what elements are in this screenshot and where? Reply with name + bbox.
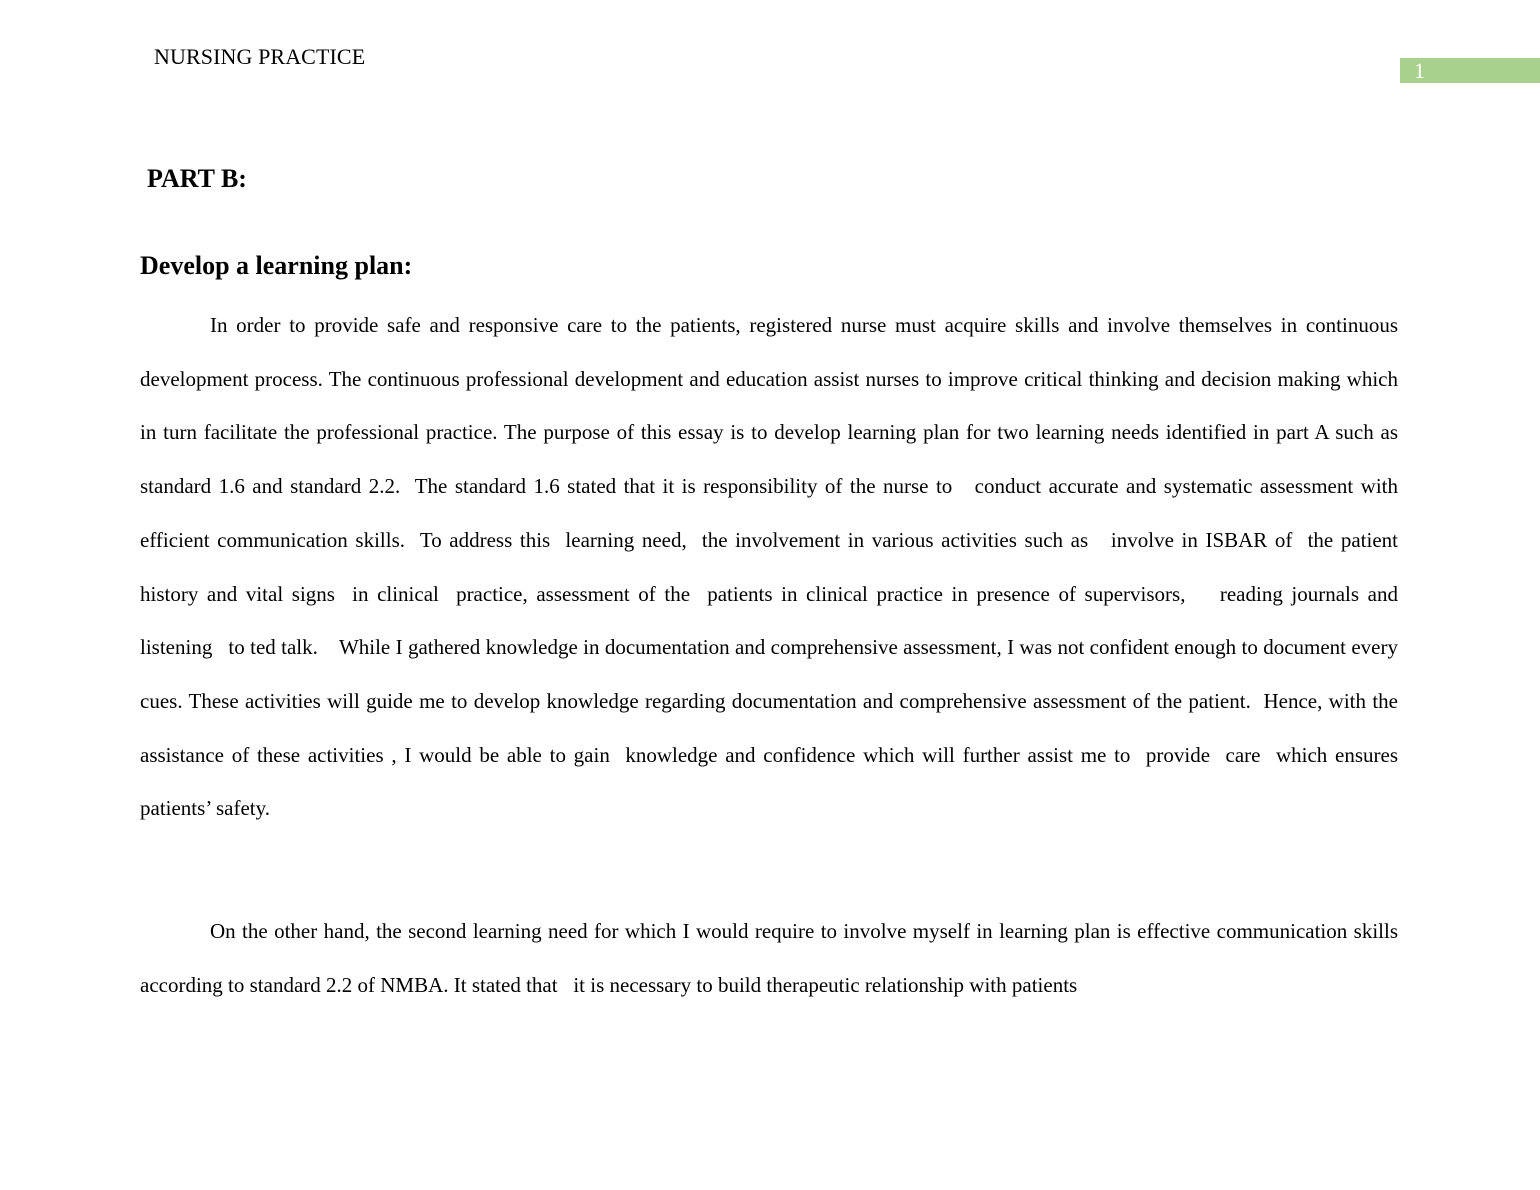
running-head: NURSING PRACTICE (154, 44, 366, 69)
section-heading: Develop a learning plan: (140, 251, 413, 280)
page-number-box (1400, 58, 1540, 83)
body-paragraph: On the other hand, the second learning need for which I would require to involve myself in learning plan is effective communication skills according to standard 2.2 of NMBA. It stated that it is necessary to build therapeutic relationship with patients (140, 919, 1404, 997)
page-number: 1 (1414, 58, 1425, 83)
body-paragraph: In order to provide safe and responsive care to the patients, registered nurse must acquire skills and involve themselves in continuous development process. The continuous professional development and education assist nurses to improve critical thinking and decision making which in turn facilitate the professional practice. The purpose of this essay is to develop learning plan for two learning needs identified in part A such as standard 1.6 and standard 2.2. The standard 1.6 stated that it is responsibility of the nurse to conduct accurate and systematic assessment with efficient communication skills. To address this learning need, the involvement in various activities such as involve in ISBAR of the patient history and vital signs in clinical practice, assessment of the patients in clinical practice in presence of supervisors, reading journals and listening to ted talk. While I gathered knowledge in documentation and comprehensive assessment, I was not confident enough to document every cues. These activities will guide me to develop knowledge regarding documentation and comprehensive assessment of the patient. Hence, with the assistance of these activities , I would be able to gain knowledge and confidence which will further assist me to provide care which ensures patients’ safety. (140, 313, 1414, 821)
part-heading: PART B: (147, 164, 247, 193)
